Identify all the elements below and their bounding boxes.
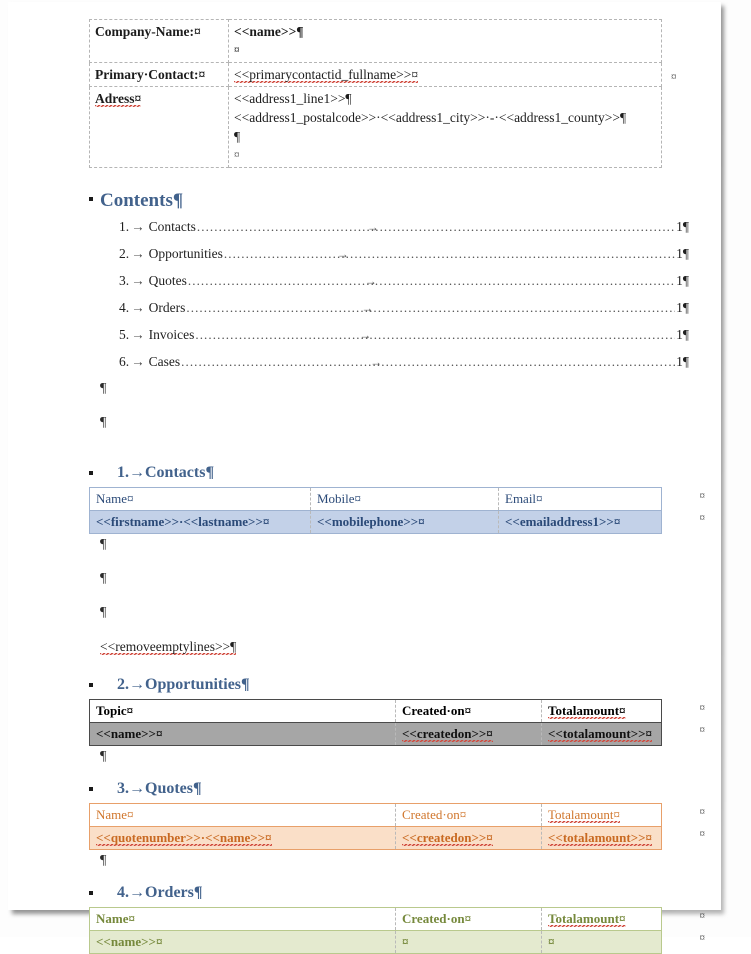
tab-arrow-icon: →	[131, 354, 145, 369]
cell-opportunity-totalamount-text: <<totalamount>>¤	[548, 726, 652, 744]
address-line-1: <<address1_line1>>¶	[234, 91, 352, 106]
column-header-name: Name¤	[90, 804, 396, 827]
cell-order-createdon: ¤	[396, 931, 542, 954]
toc-item-opportunities[interactable]	[89, 245, 689, 272]
remove-empty-lines-field	[89, 638, 689, 670]
address-value[interactable]	[229, 87, 662, 168]
column-header-email: Email¤	[499, 488, 662, 511]
row-end-mark: ¤	[699, 724, 705, 736]
info-table-row-end-mark: ¤	[671, 71, 677, 83]
toc-leader-dots	[197, 218, 675, 236]
contacts-table	[89, 487, 662, 534]
row-end-mark: ¤	[699, 910, 705, 922]
cell-quote-createdon	[396, 827, 542, 850]
remove-empty-lines-text: <<removeemptylines>>¶	[100, 639, 236, 657]
column-header-totalamount-text: Totalamount¤	[548, 703, 626, 721]
company-info-table	[89, 19, 662, 168]
empty-paragraph-mark: ¶	[100, 415, 107, 430]
cell-contact-mobile: <<mobilephone>>¤	[311, 511, 499, 534]
column-header-created-on: Created·on¤	[396, 804, 542, 827]
page-content	[89, 19, 705, 954]
toc-label: Invoices	[148, 327, 195, 342]
toc-leader-dots	[181, 353, 675, 371]
orders-table-wrap	[89, 907, 705, 954]
table-row	[90, 20, 662, 63]
tab-arrow-icon: →	[131, 273, 145, 288]
toc-page-number: 1¶	[676, 300, 689, 315]
opportunities-table-wrap	[89, 699, 705, 746]
column-header-topic: Topic¤	[90, 700, 396, 723]
section-heading-contacts	[89, 462, 689, 484]
cell-order-name: <<name>>¤	[90, 931, 396, 954]
table-of-contents	[89, 218, 689, 380]
empty-paragraph-mark: ¶	[100, 571, 107, 586]
toc-page-number: 1¶	[676, 246, 689, 261]
address-label-text: Adress¤	[95, 91, 141, 109]
toc-mid-arrow-icon: ..... →	[366, 220, 380, 234]
toc-number: 5.	[119, 327, 130, 342]
toc-item-contacts[interactable]	[89, 218, 689, 245]
primary-contact-value[interactable]	[229, 63, 662, 87]
contents-heading-label: Contents¶	[100, 190, 184, 211]
table-header-row	[90, 804, 662, 827]
heading-bullet-icon	[89, 683, 93, 687]
toc-label: Opportunities	[148, 246, 223, 261]
toc-page-number: 1¶	[676, 219, 689, 234]
empty-paragraph-mark: ¶	[100, 381, 107, 396]
table-row[interactable]	[90, 723, 662, 746]
row-end-mark: ¤	[699, 512, 705, 524]
column-header-mobile: Mobile¤	[311, 488, 499, 511]
toc-label: Contacts	[148, 219, 196, 234]
cell-quote-name-text: <<quotenumber>>·<<name>>¤	[96, 830, 272, 848]
toc-label: Cases	[148, 354, 181, 369]
toc-item-quotes[interactable]	[89, 272, 689, 299]
row-end-mark: ¤	[699, 828, 705, 840]
row-end-mark: ¤	[699, 932, 705, 944]
row-end-mark: ¤	[699, 490, 705, 502]
toc-number: 1.	[119, 219, 130, 234]
company-name-cell-mark: ¤	[234, 44, 240, 56]
toc-label: Quotes	[148, 273, 187, 288]
row-end-mark: ¤	[699, 806, 705, 818]
cell-opportunity-totalamount	[542, 723, 662, 746]
toc-page-number: 1¶	[676, 273, 689, 288]
column-header-name: Name¤	[90, 488, 311, 511]
empty-paragraph-mark: ¶	[100, 749, 107, 764]
heading-bullet-icon	[89, 787, 93, 791]
toc-item-invoices[interactable]	[89, 326, 689, 353]
table-header-row	[90, 488, 662, 511]
heading-bullet-icon	[89, 891, 93, 895]
toc-page-number: 1¶	[676, 327, 689, 342]
primary-contact-merge-field: <<primarycontactid_fullname>>¤	[234, 67, 418, 85]
toc-leader-dots	[188, 272, 675, 290]
toc-item-orders[interactable]	[89, 299, 689, 326]
cell-quote-createdon-text: <<createdon>>¤	[402, 830, 493, 848]
quotes-table	[89, 803, 662, 850]
section-heading-label: 1.→Contacts¶	[117, 464, 215, 481]
primary-contact-label: Primary·Contact:¤	[90, 63, 229, 87]
address-line-3: ¶	[234, 129, 241, 144]
section-heading-label: 3.→Quotes¶	[117, 780, 202, 797]
cell-opportunity-createdon-text: <<createdon>>¤	[402, 726, 493, 744]
cell-quote-name	[90, 827, 396, 850]
column-header-created-on: Created·on¤	[396, 700, 542, 723]
toc-mid-arrow-icon: ..... →	[370, 355, 384, 369]
contacts-table-wrap	[89, 487, 705, 534]
toc-leader-dots	[195, 326, 675, 344]
table-row	[90, 63, 662, 87]
cell-quote-totalamount	[542, 827, 662, 850]
heading-bullet-icon	[89, 197, 93, 201]
document-page	[8, 2, 721, 949]
toc-label: Orders	[148, 300, 186, 315]
tab-arrow-icon: →	[131, 327, 145, 342]
toc-leader-dots	[186, 299, 675, 317]
row-end-mark: ¤	[699, 702, 705, 714]
toc-mid-arrow-icon: ..... →	[336, 247, 350, 261]
table-row[interactable]	[90, 827, 662, 850]
toc-leader-dots	[224, 245, 675, 263]
address-cell-mark: ¤	[234, 149, 240, 161]
tab-arrow-icon: →	[131, 300, 145, 315]
empty-paragraph-mark: ¶	[100, 853, 107, 868]
toc-mid-arrow-icon: ..... →	[361, 301, 375, 315]
cell-opportunity-name: <<name>>¤	[90, 723, 396, 746]
table-row	[90, 87, 662, 168]
column-header-totalamount-text: Totalamount¤	[548, 911, 626, 929]
toc-number: 2.	[119, 246, 130, 261]
tab-arrow-icon: →	[131, 246, 145, 261]
table-header-row	[90, 908, 662, 931]
toc-number: 3.	[119, 273, 130, 288]
empty-paragraph-mark: ¶	[100, 537, 107, 552]
column-header-created-on: Created·on¤	[396, 908, 542, 931]
table-row[interactable]	[90, 931, 662, 954]
orders-table	[89, 907, 662, 954]
company-name-value[interactable]	[229, 20, 662, 63]
section-heading-orders	[89, 882, 689, 904]
table-row[interactable]	[90, 511, 662, 534]
address-label	[90, 87, 229, 168]
contents-heading	[89, 188, 689, 214]
cell-opportunity-createdon	[396, 723, 542, 746]
empty-paragraph-mark: ¶	[100, 605, 107, 620]
cell-order-totalamount: ¤	[542, 931, 662, 954]
column-header-totalamount	[542, 700, 662, 723]
section-heading-label: 4.→Orders¶	[117, 884, 203, 901]
toc-mid-arrow-icon: ..... →	[359, 328, 373, 342]
section-heading-label: 2.→Opportunities¶	[117, 676, 250, 693]
company-info-block	[89, 19, 689, 168]
tab-arrow-icon: →	[131, 219, 145, 234]
company-name-label: Company-Name:¤	[90, 20, 229, 63]
cell-quote-totalamount-text: <<totalamount>>¤	[548, 830, 652, 848]
toc-page-number: 1¶	[676, 354, 689, 369]
cell-contact-email: <<emailaddress1>>¤	[499, 511, 662, 534]
quotes-table-wrap	[89, 803, 705, 850]
cell-contact-name: <<firstname>>·<<lastname>>¤	[90, 511, 311, 534]
section-heading-opportunities	[89, 674, 689, 696]
table-header-row	[90, 700, 662, 723]
section-heading-quotes	[89, 778, 689, 800]
column-header-totalamount-text: Totalamount¤	[548, 807, 620, 825]
column-header-totalamount	[542, 804, 662, 827]
column-header-totalamount	[542, 908, 662, 931]
toc-number: 4.	[119, 300, 130, 315]
toc-number: 6.	[119, 354, 130, 369]
address-line-2: <<address1_postalcode>>·<<address1_city>>·-·<<address1_county>>¶	[234, 110, 627, 125]
company-name-merge-field: <<name>>¶	[234, 24, 304, 39]
heading-bullet-icon	[89, 471, 93, 475]
toc-mid-arrow-icon: ..... →	[364, 274, 378, 288]
toc-item-cases[interactable]	[89, 353, 689, 380]
column-header-name: Name¤	[90, 908, 396, 931]
opportunities-table	[89, 699, 662, 746]
